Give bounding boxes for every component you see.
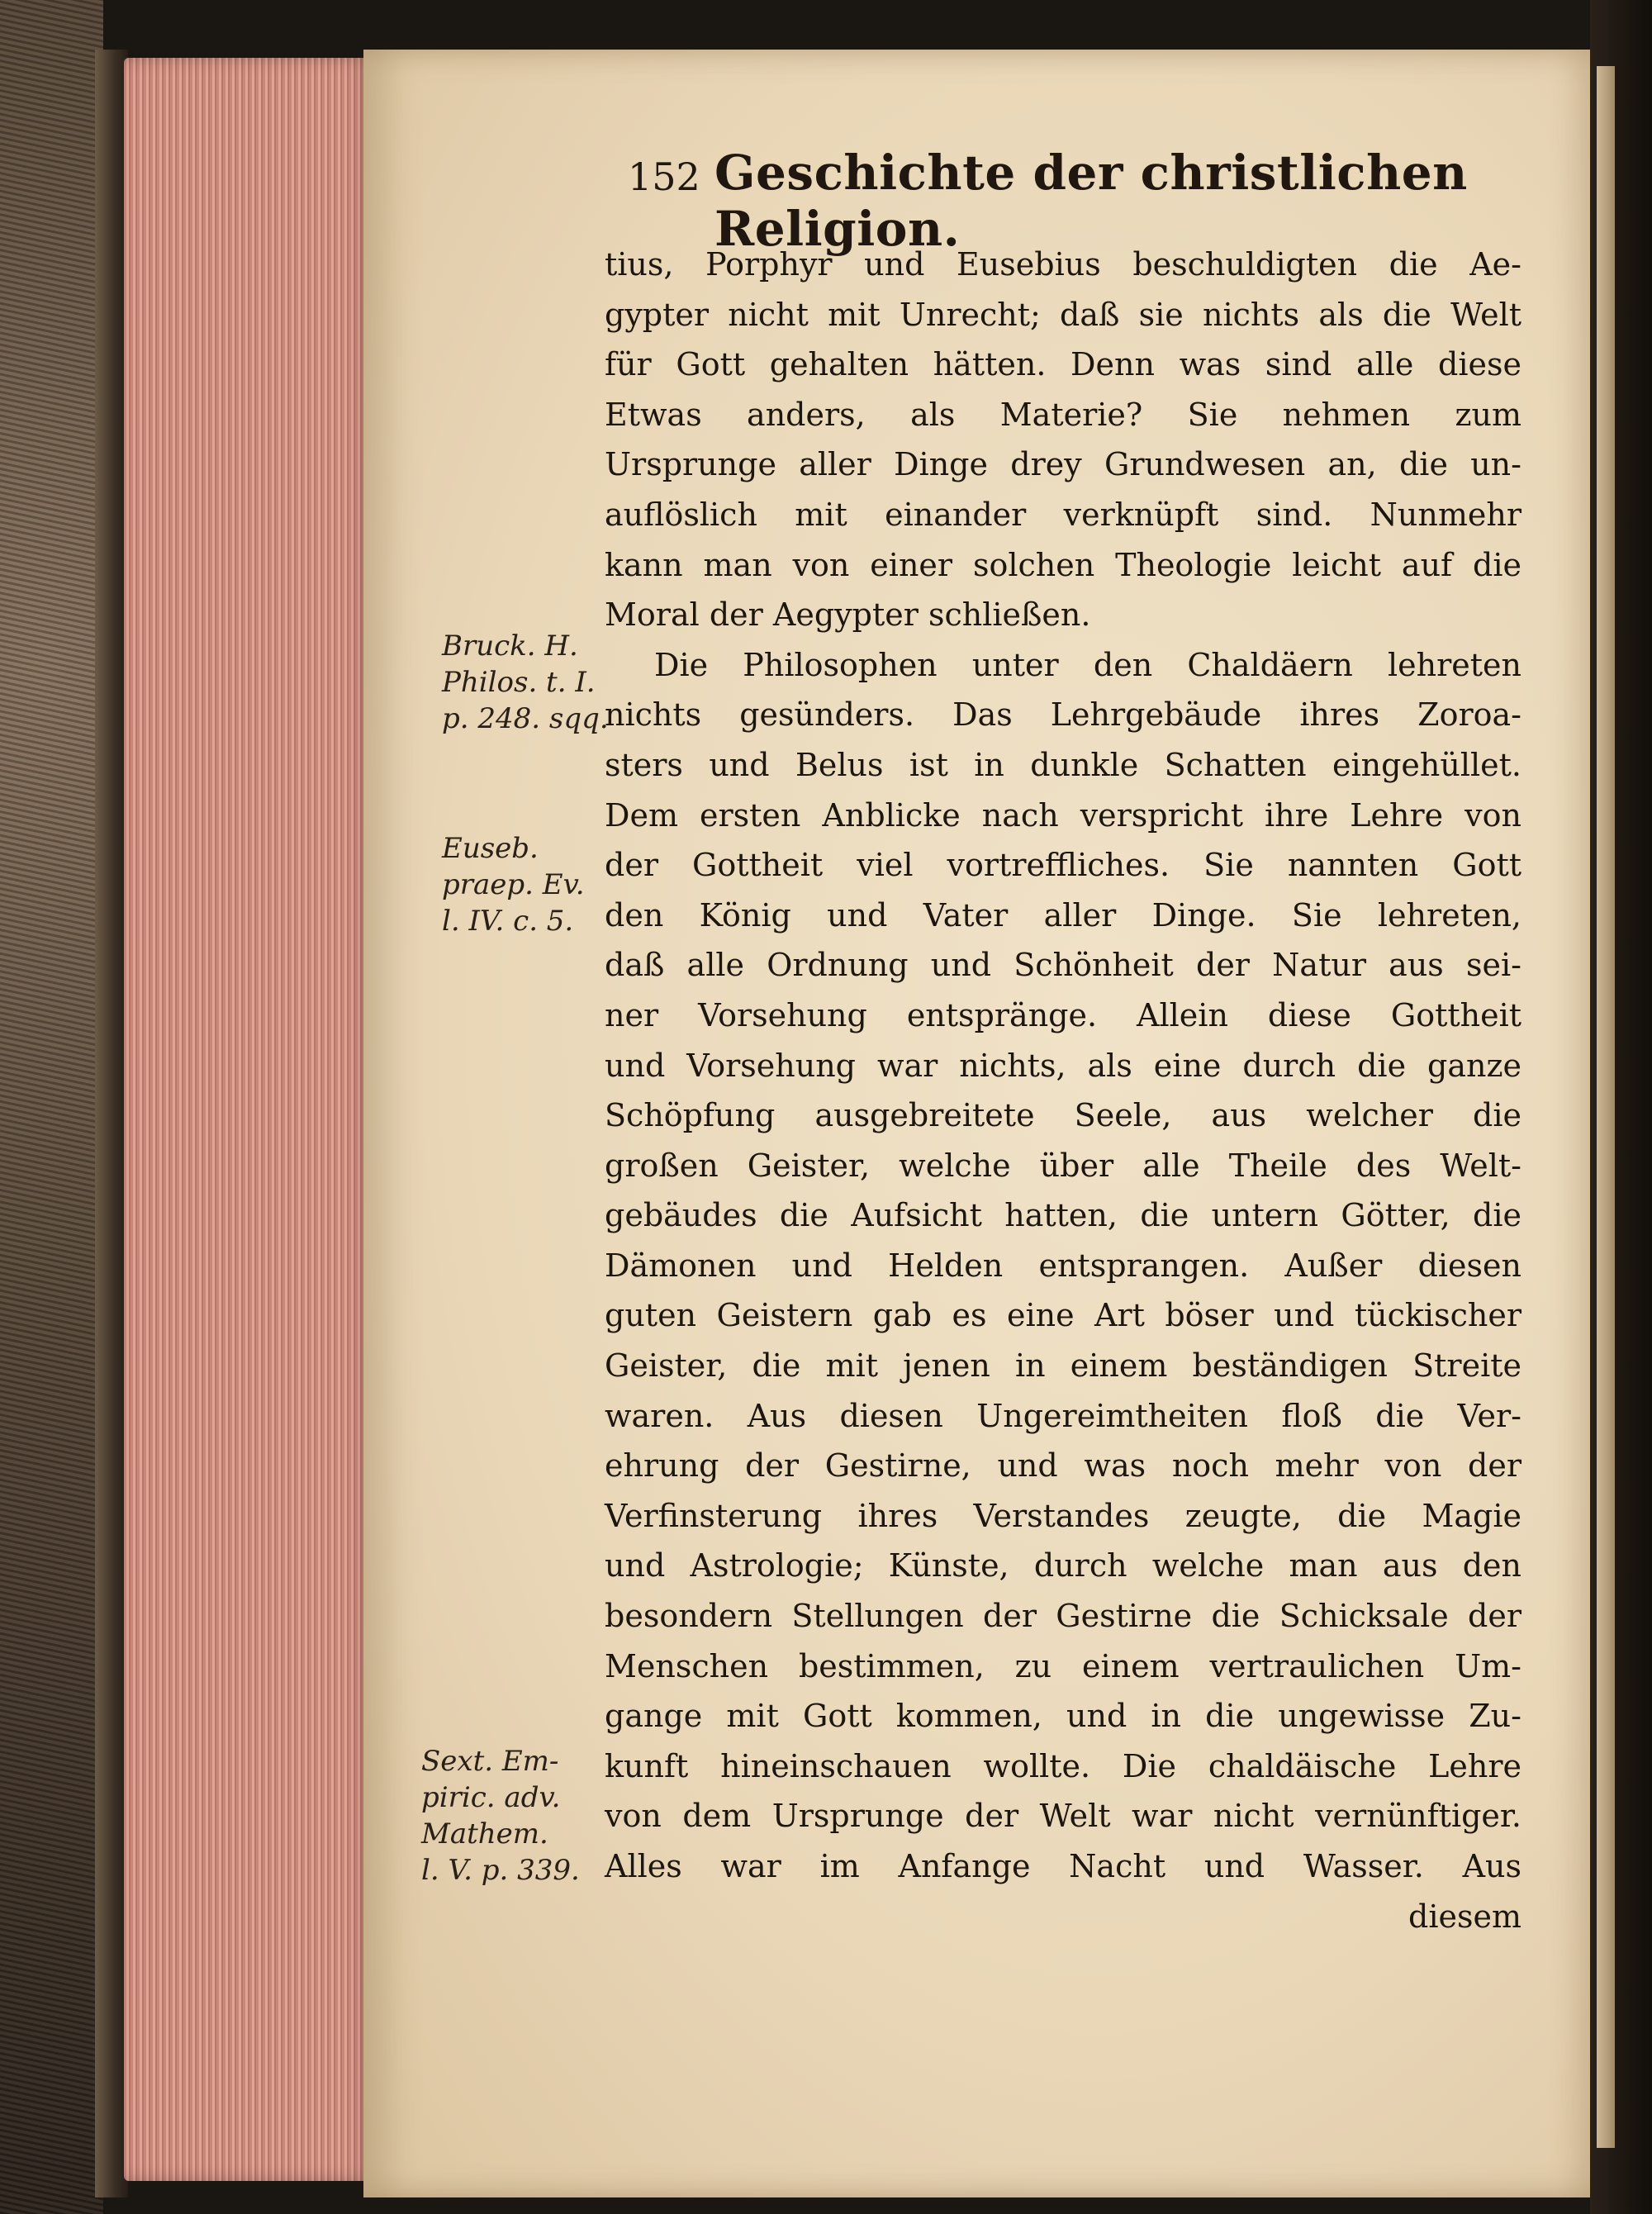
text-line: Ursprunge aller Dinge drey Grundwesen an, die un-: [605, 446, 1521, 483]
text-line: Alles war im Anfange Nacht und Wasser. Aus: [605, 1848, 1521, 1884]
margin-note-line: Bruck. H.: [442, 630, 578, 663]
text-line: Etwas anders, als Materie? Sie nehmen zum: [605, 396, 1521, 433]
text-line: Schöpfung ausgebreitete Seele, aus welcher die: [605, 1097, 1521, 1134]
margin-note-line: piric. adv.: [421, 1781, 561, 1814]
text-line: für Gott gehalten hätten. Denn was sind alle diese: [605, 346, 1521, 383]
margin-note-sext-empiric: [421, 1743, 580, 1889]
facing-page-edge: [1590, 0, 1652, 2214]
text-line: besondern Stellungen der Gestirne die Schicksale der: [605, 1598, 1521, 1635]
text-line: Moral der Aegypter schließen.: [605, 596, 1091, 634]
text-line: Verfinsterung ihres Verstandes zeugte, die Magie: [605, 1497, 1521, 1534]
margin-note-line: p. 248. sqq.: [442, 702, 609, 735]
text-line: Geister, die mit jenen in einem beständigen Streite: [605, 1347, 1521, 1385]
text-line: daß alle Ordnung und Schönheit der Natur aus sei-: [605, 947, 1521, 984]
text-line: tius, Porphyr und Eusebius beschuldigten die Ae-: [605, 246, 1521, 283]
text-line: ehrung der Gestirne, und was noch mehr von der: [605, 1447, 1521, 1485]
text-line: nichts gesünders. Das Lehrgebäude ihres Zoroa-: [605, 696, 1521, 734]
text-line: Die Philosophen unter den Chaldäern lehreten: [654, 646, 1521, 683]
text-line: waren. Aus diesen Ungereimtheiten floß die Ver-: [605, 1397, 1521, 1434]
text-line: gebäudes die Aufsicht hatten, die untern Götter, die: [605, 1197, 1521, 1234]
text-line: sters und Belus ist in dunkle Schatten eingehüllet.: [605, 746, 1521, 783]
text-line: und Astrologie; Künste, durch welche man aus den: [605, 1547, 1521, 1584]
book-cover: [0, 0, 103, 2214]
margin-note-line: Philos. t. I.: [442, 666, 596, 699]
margin-note-line: Euseb.: [442, 832, 539, 865]
margin-note-line: l. V. p. 339.: [421, 1854, 580, 1887]
text-line: Dämonen und Helden entsprangen. Außer diesen: [605, 1247, 1521, 1284]
text-line: von dem Ursprunge der Welt war nicht vernünftiger.: [605, 1798, 1521, 1835]
margin-note-line: Sext. Em-: [421, 1745, 559, 1778]
text-line: gypter nicht mit Unrecht; daß sie nichts als die Welt: [605, 296, 1521, 333]
text-line: gange mit Gott kommen, und in die ungewisse Zu-: [605, 1698, 1521, 1735]
text-line: auflöslich mit einander verknüpft sind. Nunmehr: [605, 496, 1521, 533]
page-header: [628, 145, 1536, 257]
body-text: [605, 240, 1521, 1941]
text-line: Dem ersten Anblicke nach verspricht ihre Lehre von: [605, 796, 1521, 834]
facing-page-sliver: [1597, 66, 1615, 2148]
text-line: großen Geister, welche über alle Theile des Welt-: [605, 1147, 1521, 1184]
page-edges: [124, 58, 372, 2181]
margin-note-line: Mathem.: [421, 1817, 548, 1851]
text-line: und Vorsehung war nichts, als eine durch die ganze: [605, 1047, 1521, 1084]
text-line: kunft hineinschauen wollte. Die chaldäische Lehre: [605, 1747, 1521, 1784]
margin-note-line: praep. Ev.: [442, 868, 585, 901]
text-line: ner Vorsehung entspränge. Allein diese Gottheit: [605, 996, 1521, 1033]
text-line: kann man von einer solchen Theologie leicht auf die: [605, 546, 1521, 583]
page-number: 152: [628, 154, 700, 199]
catchword: diesem: [1408, 1898, 1521, 1935]
margin-note-euseb: [442, 830, 585, 939]
margin-note-bruck: [442, 628, 609, 737]
text-line: Menschen bestimmen, zu einem vertraulichen Um-: [605, 1647, 1521, 1684]
running-title: Geschichte der christlichen Religion.: [714, 145, 1468, 257]
text-line: guten Geistern gab es eine Art böser und tückischer: [605, 1297, 1521, 1334]
text-line: den König und Vater aller Dinge. Sie lehreten,: [605, 896, 1521, 934]
text-line: der Gottheit viel vortreffliches. Sie nannten Gott: [605, 847, 1521, 884]
margin-note-line: l. IV. c. 5.: [442, 905, 574, 938]
book-spine-edge: [95, 50, 128, 2197]
